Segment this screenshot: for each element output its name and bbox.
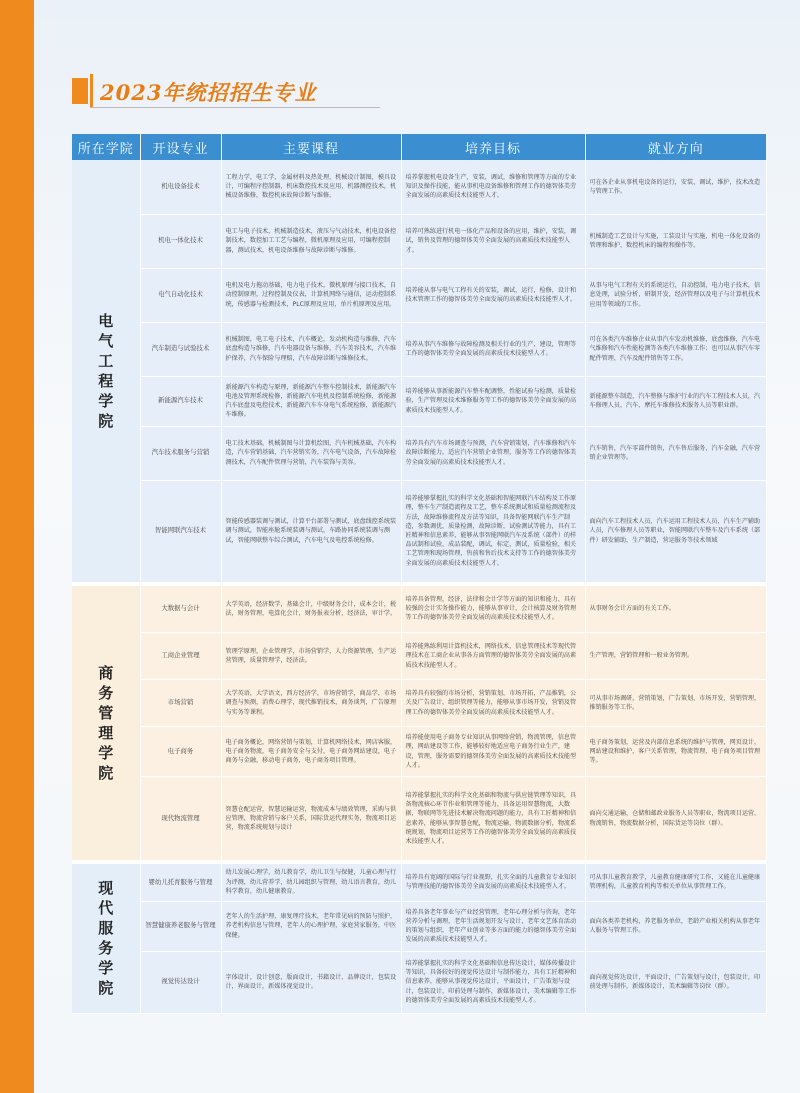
goal-cell: 培养能掌握扎实的科学文化基础和信息传达设计，媒体传播设计等知识，具备较好的视觉传达设计与制作能力，具有工匠精神和信息素养，能够从事视觉传达设计，平面设计，广告策划与设计，包装设计，印前处理与制作，新媒体设计，美术编辑等工作的德智体美劳全面发展的高素质技术技能型人才。 (401, 951, 585, 1013)
majors-table (72, 134, 767, 1014)
career-cell: 机械制造工艺设计与实施，工装设计与实施，机电一体化设备的管理和维护，数控机床的编程和操作等。 (585, 214, 766, 268)
major-cell: 智能网联汽车技术 (140, 480, 221, 582)
table-row (72, 901, 766, 951)
major-cell: 婴幼儿托育服务与管理 (140, 864, 221, 901)
goal-cell: 培养具有较强的市场分析，营销策划，市场开拓，产品推销，公关及广告设计，组织管理等能力，能够从事市场开发，营销及管理工作的德智体美劳全面发展的高素质技术技能型人才。 (401, 680, 585, 727)
courses-cell: 大学英语，经济数学，基础会计，中级财务会计，成本会计，税法，财务管理，电算化会计，财务报表分析，经济法，审计学。 (221, 586, 401, 633)
table-header-row (72, 134, 766, 160)
majors-table-container (72, 134, 766, 1014)
table-row (72, 586, 766, 633)
header-major: 开设专业 (140, 134, 221, 160)
table-body (72, 160, 766, 1013)
career-cell: 面向汽车工程技术人员，汽车运用工程技术人员，汽车生产辅助人员，汽车修理人员等职业，智能网联汽车整车及汽车系统（部件）研发辅助，生产制造，营运服务等技术领域 (585, 480, 766, 582)
career-cell: 可在各类汽车维修企业从事汽车发动机维修，底盘维修，汽车电气维修和汽车性能检测等各类汽车维修工作；也可以从事汽车零配件管理，汽车及配件销售等工作。 (585, 322, 766, 376)
heading-orange-block (72, 78, 88, 104)
left-orange-sidebar (0, 0, 34, 1093)
table-row (72, 214, 766, 268)
courses-cell: 电子商务概论，网络营销与策划，计算机网络技术，网店客服，电子商务物流，电子商务安全与支付，电子商务网站建设，电子商务与金融，移动电子商务，电子商务项目管理。 (221, 727, 401, 777)
college-cell: 电 气 工 程 学 院 (72, 160, 140, 582)
table-row (72, 268, 766, 322)
goal-cell: 培养具有汽车市场调查与预测，汽车营销策划，汽车维修和汽车故障诊断能力，适应汽车营销企业管理，服务等工作的德智体美劳全面发展的高素质技术技能型人才。 (401, 426, 585, 480)
major-cell: 现代物流管理 (140, 777, 221, 861)
major-cell: 工商企业管理 (140, 633, 221, 680)
courses-cell: 电工技术基础，机械制图与计算机绘图，汽车机械基础，汽车构造，汽车营销基础，汽车营销实务，汽车电气设备，汽车故障检测技术，汽车配件管理与营销，汽车装饰与美容。 (221, 426, 401, 480)
career-cell: 从事财务会计方面的有关工作。 (585, 586, 766, 633)
courses-cell: 大学英语，大学语文，西方经济学，市场营销学，商品学，市场调查与预测，消费心理学，现代推销技术，商务谈判，广告原理与实务等课程。 (221, 680, 401, 727)
table-row (72, 160, 766, 214)
goal-cell: 培养具备管理，经济，法律和会计学等方面的知识和能力，具有较强的会计实务操作能力，能够从事审计，会计核算及财务管理等工作的德智体美劳全面发展的高素质技术技能型人才。 (401, 586, 585, 633)
courses-cell: 管理学原理，企业管理学，市场营销学，人力资源管理，生产运营管理，质量管理学，经济法。 (221, 633, 401, 680)
major-cell: 智慧健康养老服务与管理 (140, 901, 221, 951)
courses-cell: 字体设计，设计创意，版面设计，书籍设计，品牌设计，包装设计，界面设计，新媒体视觉设计。 (221, 951, 401, 1013)
career-cell: 从事与电气工程有关的系统运行，自动控制，电力电子技术，信息处理，试验分析，研制开发，经济管理以及电子与计算机技术应用等领域的工作。 (585, 268, 766, 322)
heading-accent-line (90, 74, 93, 108)
courses-cell: 幼儿发展心理学，幼儿教育学，幼儿卫生与保健，儿童心理与行为评测，幼儿营养学，幼儿园组织与管理，幼儿语言教育，幼儿科学教育，幼儿健康教育。 (221, 864, 401, 901)
table-row (72, 376, 766, 426)
header-college: 所在学院 (72, 134, 140, 160)
table-row (72, 426, 766, 480)
major-cell: 视觉传达设计 (140, 951, 221, 1013)
major-cell: 电子商务 (140, 727, 221, 777)
career-cell: 面向交通运输，仓储和邮政业服务人员等职业，物流项目运营，物流销售，物流数据分析，国际货运等岗位（群）。 (585, 777, 766, 861)
table-row (72, 680, 766, 727)
career-cell: 可在各企业从事机电设备的运行，安装，调试，维护，技术改造与管理工作。 (585, 160, 766, 214)
goal-cell: 培养能掌握扎实的科学文化基础和物流与供应链管理等知识，具备物流核心环节作业和管理等能力，具备运用智慧物流，大数据，物联网等先进技术解决物流问题的能力，具有工匠精神和信息素养，能够从事智慧仓配，物流运输，物流数据分析，物流系统规划，物流项目运营等工作的德智体美劳全面发展的高素质技术技能型人才。 (401, 777, 585, 861)
courses-cell: 电机及电力拖动基础，电力电子技术，微机原理与接口技术，自动控制原理，过程控制及仪表，计算机网络与通信，运动控制系统，传感器与检测技术，PLC原理及应用，单片机原理及应用。 (221, 268, 401, 322)
career-cell: 可从事儿童教育教学，儿童教育健康研究工作，又能在儿童健康管理机构，儿童教育机构等相关单位从事管理工作。 (585, 864, 766, 901)
goal-cell: 培养能够从事新能源汽车整车配调整，性能试验与检测，质量检验，生产管理及技术维修服务等工作的德智体美劳全面发展的高素质技术技能型人才。 (401, 376, 585, 426)
table-row (72, 322, 766, 376)
goal-cell: 培养能够掌握扎实的科学文化基础和智能网联汽车结构及工作原理，整车生产制造流程及工艺，整车系统测试和质量检测流程及方法，故障维修流程及方法等知识，具备智能网联汽车生产制造，参数调优，质量检测，故障诊断，试验测试等能力，具有工匠精神和信息素养，能够从事智能网联汽车及系统（部件）的样品试制和试验，成品装配，调试，标定，测试，质量检验，相关工艺管理和现场管理，售前和售后技术支持等工作的德智体美劳全面发展的高素质技术技能型人才。 (401, 480, 585, 582)
courses-cell: 电工与电子技术，机械制造技术，液压与气动技术，机电设备控制技术，数控加工工艺与编程，微机原理及应用，可编程控制器，测试技术，机电设备维修与故障诊断与维修。 (221, 214, 401, 268)
major-cell: 汽车制造与试验技术 (140, 322, 221, 376)
header-courses: 主要课程 (221, 134, 401, 160)
career-cell: 面向各类养老机构，养老服务单位，老龄产业相关机构从事老年人服务与管理工作。 (585, 901, 766, 951)
college-cell: 现 代 服 务 学 院 (72, 864, 140, 1013)
major-cell: 机电一体化技术 (140, 214, 221, 268)
career-cell: 面向视觉传达设计，平面设计，广告策划与设计，包装设计，印前处理与制作，新媒体设计，美术编辑等岗位（群）。 (585, 951, 766, 1013)
career-cell: 可从事市场调研，营销策划，广告策划，市场开发，营销管理，推销服务等工作。 (585, 680, 766, 727)
page-heading (72, 72, 382, 108)
major-cell: 大数据与会计 (140, 586, 221, 633)
header-career: 就业方向 (585, 134, 766, 160)
courses-cell: 机械制图，电工电子技术，汽车概论，发动机构造与维修，汽车底盘构造与维修，汽车电器设备与维修，汽车美容技术，汽车维护保养，汽车保险与理赔，汽车故障诊断与维修技术。 (221, 322, 401, 376)
college-cell: 商 务 管 理 学 院 (72, 586, 140, 861)
courses-cell: 智慧仓配运营，智慧运输运营，物流成本与绩效管理，采购与供应管理，物流营销与客户关系，国际货运代理实务，物流项目运营，物流系统规划与设计 (221, 777, 401, 861)
courses-cell: 新能源汽车构造与原理，新能源汽车整车控制技术，新能源汽车电池及管理系统检修，新能源汽车电机及控制系统检修，新能源汽车底盘及电控技术，新能源汽车车身电气系统检修，新能源汽车维修。 (221, 376, 401, 426)
table-row (72, 480, 766, 582)
goal-cell: 培养能使用电子商务专业知识从事网络营销，物流管理，信息管理，网站建设等工作，能够较好地适应电子商务行业生产，建设，管理，服务需要的德智体美劳全面发展的高素质技术技能型人才。 (401, 727, 585, 777)
courses-cell: 工程力学，电工学，金属材料及热处理，机械设计制图，模具设计，可编程序控制器，机床数控技术及应用，机器测控技术，机械设备维修，数控机床故障诊断与维修。 (221, 160, 401, 214)
table-row (72, 864, 766, 901)
table-row (72, 727, 766, 777)
goal-cell: 培养能熟练利用计算机技术，网络技术，信息管理技术等现代管理技术在工商企业从事各方面管理的德智体美劳全面发展的高素质技术技能型人才。 (401, 633, 585, 680)
goal-cell: 培养可熟练进行机电一体化产品和设备的应用，维护，安装，调试，销售及管理的德智体美劳全面发展的高素质技术技能型人才。 (401, 214, 585, 268)
header-goal: 培养目标 (401, 134, 585, 160)
major-cell: 机电设备技术 (140, 160, 221, 214)
heading-underline (90, 107, 380, 108)
goal-cell: 培养具有宽阔的国际与行业视野，扎实全面的儿童教育专业知识与管理技能的德智体美劳全面发展的高素质技术技能型人才。 (401, 864, 585, 901)
major-cell: 汽车技术服务与营销 (140, 426, 221, 480)
major-cell: 新能源汽车技术 (140, 376, 221, 426)
goal-cell: 培养从事汽车维修与故障检测及相关行业的生产，建设，管理等工作的德智体美劳全面发展的高素质技术技能型人才。 (401, 322, 585, 376)
table-row (72, 951, 766, 1013)
table-row (72, 777, 766, 861)
career-cell: 新能源整车制造，汽车整修与维护行业的汽车工程技术人员，汽车修理人员，汽车、摩托车维修技术服务人员等职业群。 (585, 376, 766, 426)
career-cell: 电子商务策划，运营及内部信息系统的维护与管理，网页设计，网站建设和维护，客户关系管理，物流管理，电子商务项目管理等。 (585, 727, 766, 777)
major-cell: 电气自动化技术 (140, 268, 221, 322)
career-cell: 汽车销售，汽车零部件销售，汽车售后服务，汽车金融，汽车营销企业管理等。 (585, 426, 766, 480)
goal-cell: 培养能从事与电气工程有关的安装，调试，运行，检修，设计和技术管理工作的德智体美劳全面发展的高素质技术技能型人才。 (401, 268, 585, 322)
career-cell: 生产管理，营销管理和一般业务管理。 (585, 633, 766, 680)
goal-cell: 培养掌握机电设备生产，安装，调试，维修和管理等方面的专业知识及操作技能，能从事机电设备维修和管理工作的德智体美劳全面发展的高素质技术技能型人才。 (401, 160, 585, 214)
goal-cell: 培养具备老年事业与产业经营管理，老年心理分析与咨询，老年营养分析与调理，老年生活规划开发与设计，老年文艺体育活动的策划与组织，老年产业创业等多方面的能力的德智体美劳全面发展的高素质技术技能型人才。 (401, 901, 585, 951)
table-row (72, 633, 766, 680)
courses-cell: 智能传感器装调与测试，计算平台部署与测试，底盘线控系统装调与测试，智能座舱系统装调与测试，车路协同系统装调与测试，智能网联整车综合测试，汽车电气及电控系统检修。 (221, 480, 401, 582)
page-title: 2023年统招招生专业 (100, 80, 317, 105)
courses-cell: 老年人的生活护理，康复理疗技术，老年常见病的预防与照护，养老机构信息与管理，老年人的心理护理，家庭营家服务，中医保健。 (221, 901, 401, 951)
major-cell: 市场营销 (140, 680, 221, 727)
